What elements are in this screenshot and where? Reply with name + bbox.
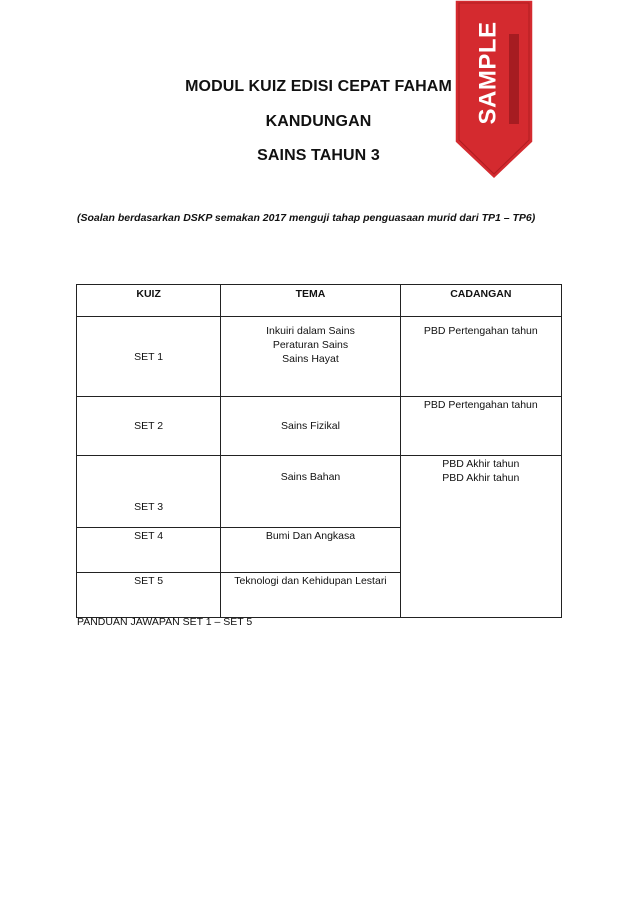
cadangan-line: PBD Pertengahan tahun: [423, 325, 538, 337]
tema-line: Peraturan Sains: [272, 339, 349, 351]
table-row: [77, 317, 562, 397]
tema-line: Sains Bahan: [280, 471, 341, 483]
contents-table: [76, 284, 562, 618]
column-header-tema: TEMA: [221, 285, 400, 317]
tema-cell: [221, 397, 400, 456]
table-header-row: [77, 285, 562, 317]
kuiz-cell: SET 4: [77, 528, 221, 573]
cadangan-line: PBD Akhir tahun: [442, 472, 520, 484]
document-title: MODUL KUIZ EDISI CEPAT FAHAM: [185, 78, 452, 95]
tema-line: Sains Hayat: [282, 353, 339, 365]
column-header-cadangan: CADANGAN: [400, 285, 561, 317]
kuiz-cell: SET 5: [77, 573, 221, 618]
column-header-kuiz: KUIZ: [77, 285, 221, 317]
cadangan-cell: [400, 397, 561, 456]
tema-line: Sains Fizikal: [281, 420, 340, 432]
kuiz-cell: SET 1: [77, 317, 221, 397]
table-row: [77, 397, 562, 456]
kuiz-cell: SET 2: [77, 397, 221, 456]
tema-cell: [221, 456, 400, 528]
subject-heading: SAINS TAHUN 3: [257, 147, 380, 164]
stamp-text: [453, 8, 535, 138]
table-row: [77, 456, 562, 528]
answer-guide-text: PANDUAN JAWAPAN SET 1 – SET 5: [77, 616, 253, 628]
assessment-note: (Soalan berdasarkan DSKP semakan 2017 menguji tahap penguasaan murid dari TP1 – TP6): [77, 212, 536, 224]
tema-cell: [221, 528, 400, 573]
kuiz-cell: SET 3: [77, 456, 221, 528]
tema-line: Teknologi dan Kehidupan Lestari: [234, 575, 387, 587]
sample-label: SAMPLE: [474, 21, 502, 125]
cadangan-line: PBD Pertengahan tahun: [423, 399, 538, 411]
tema-cell: [221, 573, 400, 618]
tema-line: Inkuiri dalam Sains: [266, 325, 355, 337]
tema-cell: [221, 317, 400, 397]
tema-line: Bumi Dan Angkasa: [265, 530, 356, 542]
cadangan-line: PBD Akhir tahun: [442, 458, 520, 470]
cadangan-cell: [400, 456, 561, 618]
section-heading: KANDUNGAN: [265, 113, 372, 130]
cadangan-cell: [400, 317, 561, 397]
